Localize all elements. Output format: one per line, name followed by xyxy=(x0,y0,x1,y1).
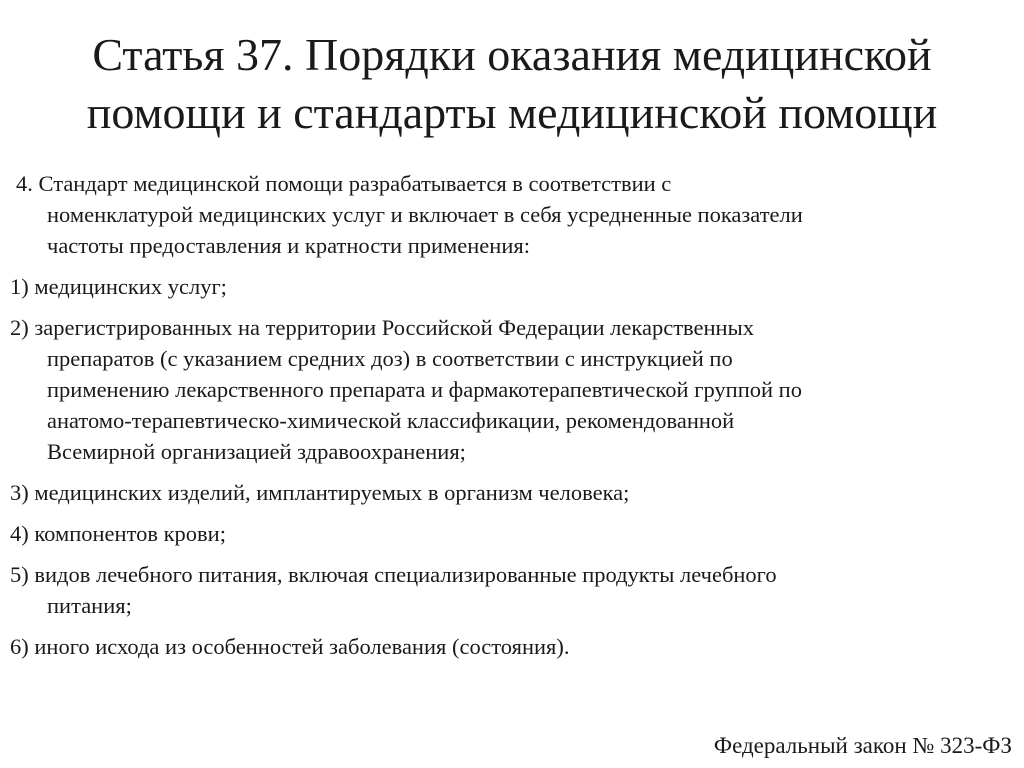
paragraph-line: препаратов (с указанием средних доз) в соответствии с инструкцией по xyxy=(47,346,733,371)
paragraph-intro xyxy=(0,168,1024,261)
footer-source: Федеральный закон № 323-ФЗ xyxy=(713,733,1012,758)
slide-title xyxy=(0,26,1024,142)
paragraph-line: 3) медицинских изделий, имплантируемых в организм человека; xyxy=(10,480,630,505)
paragraph-line: 5) видов лечебного питания, включая специализированные продукты лечебного xyxy=(10,562,777,587)
list-item-1 xyxy=(0,271,1024,302)
slide-body xyxy=(0,168,1024,672)
paragraph-line: анатомо-терапевтическо-химической классификации, рекомендованной xyxy=(47,408,735,433)
list-item-5 xyxy=(0,559,1024,621)
slide-title-line-1: Статья 37. Порядки оказания медицинской xyxy=(92,29,932,80)
paragraph-line: номенклатурой медицинских услуг и включает в себя усредненные показатели xyxy=(47,202,803,227)
paragraph-line: частоты предоставления и кратности применения: xyxy=(47,233,530,258)
paragraph-line: 2) зарегистрированных на территории Российской Федерации лекарственных xyxy=(10,315,754,340)
list-item-2 xyxy=(0,312,1024,467)
list-item-6 xyxy=(0,631,1024,662)
list-item-4 xyxy=(0,518,1024,549)
paragraph-line: 6) иного исхода из особенностей заболевания (состояния). xyxy=(10,634,570,659)
paragraph-line: 1) медицинских услуг; xyxy=(10,274,227,299)
paragraph-line: 4. Стандарт медицинской помощи разрабатывается в соответствии с xyxy=(16,171,672,196)
paragraph-line: Всемирной организацией здравоохранения; xyxy=(47,439,466,464)
paragraph-line: применению лекарственного препарата и фармакотерапевтической группой по xyxy=(47,377,802,402)
paragraph-line: питания; xyxy=(47,593,132,618)
slide-title-line-2: помощи и стандарты медицинской помощи xyxy=(86,87,938,138)
list-item-3 xyxy=(0,477,1024,508)
paragraph-line: 4) компонентов крови; xyxy=(10,521,226,546)
